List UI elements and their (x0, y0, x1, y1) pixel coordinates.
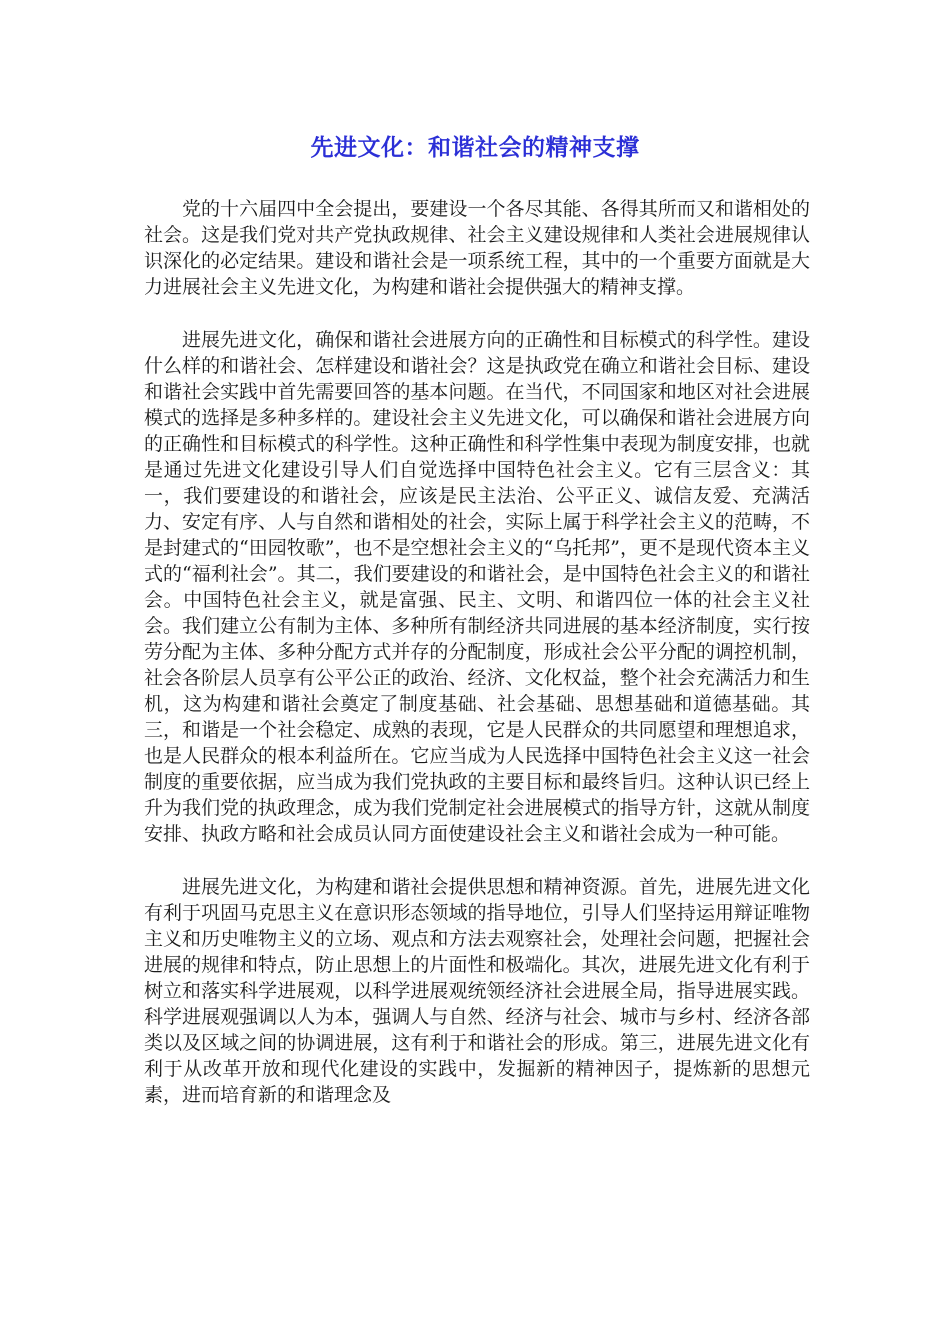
paragraph-3: 进展先进文化，为构建和谐社会提供思想和精神资源。首先，进展先进文化有利于巩固马克思主义在意识形态领域的指导地位，引导人们坚持运用辩证唯物主义和历史唯物主义的立场、观点和方法去观察社会，处理社会问题，把握社会进展的规律和特点，防止思想上的片面性和极端化。其次，进展先进文化有利于树立和落实科学进展观，以科学进展观统领经济社会进展全局，指导进展实践。科学进展观强调以人为本，强调人与自然、经济与社会、城市与乡村、经济各部类以及区域之间的协调进展，这有利于和谐社会的形成。第三，进展先进文化有利于从改革开放和现代化建设的实践中，发掘新的精神因子，提炼新的思想元素，进而培育新的和谐理念及 (144, 876, 810, 1106)
document-body (144, 196, 810, 1135)
paragraph-1: 党的十六届四中全会提出，要建设一个各尽其能、各得其所而又和谐相处的社会。这是我们党对共产党执政规律、社会主义建设规律和人类社会进展规律认识深化的必定结果。建设和谐社会是一项系统工程，其中的一个重要方面就是大力进展社会主义先进文化，为构建和谐社会提供强大的精神支撑。 (144, 198, 810, 298)
paragraph-2: 进展先进文化，确保和谐社会进展方向的正确性和目标模式的科学性。建设什么样的和谐社会、怎样建设和谐社会？这是执政党在确立和谐社会目标、建设和谐社会实践中首先需要回答的基本问题。在当代，不同国家和地区对社会进展模式的选择是多种多样的。建设社会主义先进文化，可以确保和谐社会进展方向的正确性和目标模式的科学性。这种正确性和科学性集中表现为制度安排，也就是通过先进文化建设引导人们自觉选择中国特色社会主义。它有三层含义：其一，我们要建设的和谐社会，应该是民主法治、公平正义、诚信友爱、充满活力、安定有序、人与自然和谐相处的社会，实际上属于科学社会主义的范畴，不是封建式的“田园牧歌”，也不是空想社会主义的“乌托邦”，更不是现代资本主义式的“福利社会”。其二，我们要建设的和谐社会，是中国特色社会主义的和谐社会。中国特色社会主义，就是富强、民主、文明、和谐四位一体的社会主义社会。我们建立公有制为主体、多种所有制经济共同进展的基本经济制度，实行按劳分配为主体、多种分配方式并存的分配制度，形成社会公平分配的调控机制，社会各阶层人员享有公平公正的政治、经济、文化权益，整个社会充满活力和生机，这为构建和谐社会奠定了制度基础、社会基础、思想基础和道德基础。其三，和谐是一个社会稳定、成熟的表现，它是人民群众的共同愿望和理想追求，也是人民群众的根本利益所在。它应当成为人民选择中国特色社会主义这一社会制度的重要依据，应当成为我们党执政的主要目标和最终旨归。这种认识已经上升为我们党的执政理念，成为我们党制定社会进展模式的指导方针，这就从制度安排、执政方略和社会成员认同方面使建设社会主义和谐社会成为一种可能。 (144, 329, 810, 845)
document-title: 先进文化：和谐社会的精神支撑 (310, 135, 640, 161)
